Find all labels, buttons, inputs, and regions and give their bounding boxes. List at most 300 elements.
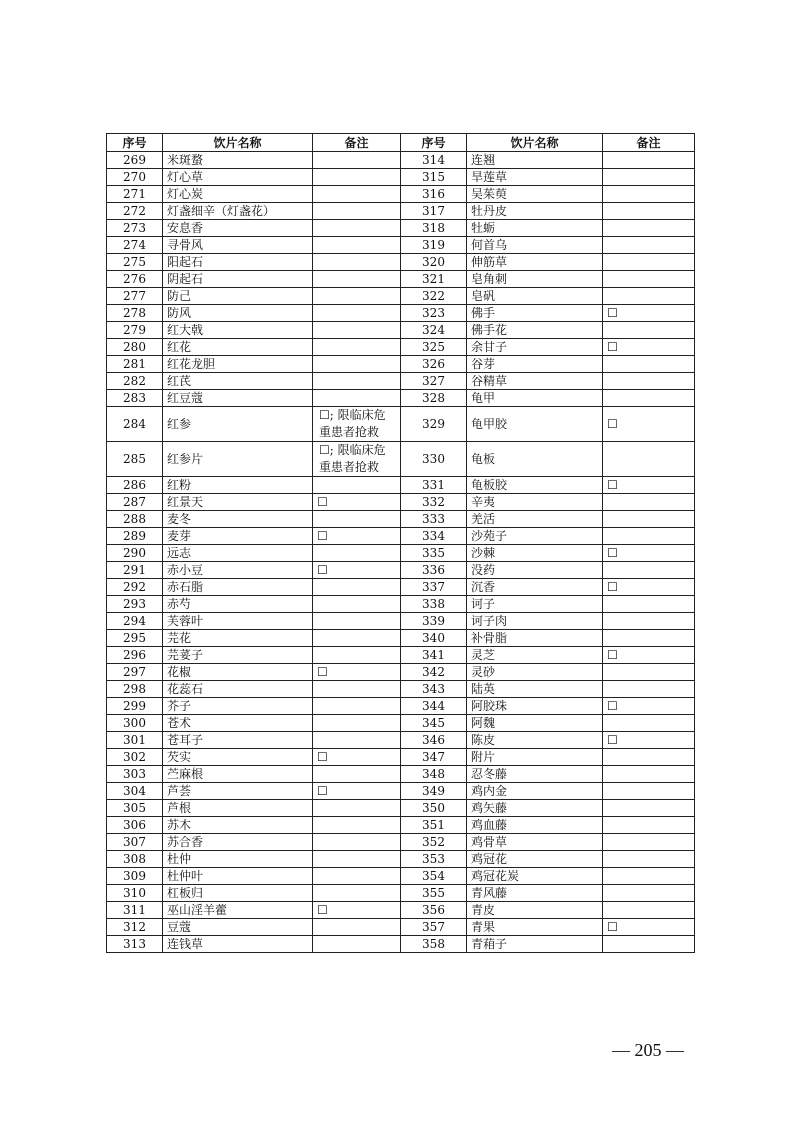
herb-name-cell: 羌活: [467, 511, 603, 528]
seq-cell: 339: [401, 613, 467, 630]
seq-cell: 338: [401, 596, 467, 613]
note-cell: [603, 715, 695, 732]
herb-name-cell: 芦荟: [163, 783, 313, 800]
table-row: [107, 681, 695, 698]
note-cell: [603, 630, 695, 647]
note-cell: ☐: [603, 545, 695, 562]
herb-name-cell: 赤芍: [163, 596, 313, 613]
note-cell: [313, 237, 401, 254]
seq-cell: 285: [107, 442, 163, 477]
table-row: [107, 596, 695, 613]
header-name-right: 饮片名称: [467, 134, 603, 152]
table-row: [107, 647, 695, 664]
herb-name-cell: 佛手: [467, 305, 603, 322]
note-cell: [313, 356, 401, 373]
note-cell: ☐; 限临床危重患者抢救: [313, 407, 401, 442]
herb-name-cell: 附片: [467, 749, 603, 766]
seq-cell: 353: [401, 851, 467, 868]
seq-cell: 296: [107, 647, 163, 664]
note-cell: [313, 647, 401, 664]
herb-name-cell: 牡蛎: [467, 220, 603, 237]
herb-name-cell: 芡实: [163, 749, 313, 766]
herb-name-cell: 余甘子: [467, 339, 603, 356]
herb-name-cell: 皂角刺: [467, 271, 603, 288]
note-cell: ☐: [603, 698, 695, 715]
herb-name-cell: 灵芝: [467, 647, 603, 664]
herb-name-cell: 芦根: [163, 800, 313, 817]
table-row: [107, 817, 695, 834]
herb-name-cell: 鸡冠花: [467, 851, 603, 868]
note-cell: [603, 271, 695, 288]
herb-name-cell: 龟甲胶: [467, 407, 603, 442]
seq-cell: 324: [401, 322, 467, 339]
herb-name-cell: 连翘: [467, 152, 603, 169]
seq-cell: 321: [401, 271, 467, 288]
table-row: [107, 902, 695, 919]
note-cell: ☐: [313, 902, 401, 919]
note-cell: [603, 494, 695, 511]
seq-cell: 294: [107, 613, 163, 630]
herb-name-cell: 阳起石: [163, 254, 313, 271]
table-row: [107, 477, 695, 494]
herb-name-cell: 何首乌: [467, 237, 603, 254]
note-cell: [313, 885, 401, 902]
herb-name-cell: 芫荽子: [163, 647, 313, 664]
herb-name-cell: 伸筋草: [467, 254, 603, 271]
table-row: [107, 169, 695, 186]
herb-name-cell: 防己: [163, 288, 313, 305]
note-cell: [603, 749, 695, 766]
seq-cell: 311: [107, 902, 163, 919]
seq-cell: 328: [401, 390, 467, 407]
header-note-right: 备注: [603, 134, 695, 152]
table-row: [107, 220, 695, 237]
herb-name-cell: 青果: [467, 919, 603, 936]
table-header-row: [107, 134, 695, 152]
note-cell: [603, 664, 695, 681]
note-cell: [603, 596, 695, 613]
table-row: [107, 783, 695, 800]
seq-cell: 337: [401, 579, 467, 596]
note-cell: ☐; 限临床危重患者抢救: [313, 442, 401, 477]
table-row: [107, 579, 695, 596]
herb-name-cell: 鸡矢藤: [467, 800, 603, 817]
herb-name-cell: 灯心草: [163, 169, 313, 186]
herb-name-cell: 花蕊石: [163, 681, 313, 698]
herb-name-cell: 青皮: [467, 902, 603, 919]
table-row: [107, 186, 695, 203]
note-cell: [603, 203, 695, 220]
table-row: [107, 528, 695, 545]
seq-cell: 355: [401, 885, 467, 902]
herb-name-cell: 杠板归: [163, 885, 313, 902]
table-row: [107, 919, 695, 936]
seq-cell: 303: [107, 766, 163, 783]
herbal-pieces-table: [106, 133, 695, 953]
note-cell: ☐: [313, 664, 401, 681]
seq-cell: 310: [107, 885, 163, 902]
seq-cell: 316: [401, 186, 467, 203]
note-cell: [313, 596, 401, 613]
table-row: [107, 339, 695, 356]
herb-name-cell: 红花龙胆: [163, 356, 313, 373]
table-row: [107, 373, 695, 390]
herb-name-cell: 杜仲叶: [163, 868, 313, 885]
herb-name-cell: 没药: [467, 562, 603, 579]
herb-name-cell: 连钱草: [163, 936, 313, 953]
herb-name-cell: 寻骨风: [163, 237, 313, 254]
herb-name-cell: 苍耳子: [163, 732, 313, 749]
note-cell: [313, 868, 401, 885]
note-cell: ☐: [313, 528, 401, 545]
note-cell: [603, 613, 695, 630]
note-cell: ☐: [603, 339, 695, 356]
herb-name-cell: 沙苑子: [467, 528, 603, 545]
note-cell: ☐: [603, 579, 695, 596]
herb-name-cell: 远志: [163, 545, 313, 562]
table-row: [107, 562, 695, 579]
seq-cell: 317: [401, 203, 467, 220]
seq-cell: 319: [401, 237, 467, 254]
herb-name-cell: 沉香: [467, 579, 603, 596]
seq-cell: 278: [107, 305, 163, 322]
header-note-left: 备注: [313, 134, 401, 152]
seq-cell: 348: [401, 766, 467, 783]
table-row: [107, 545, 695, 562]
note-cell: [313, 613, 401, 630]
herb-name-cell: 红粉: [163, 477, 313, 494]
herb-name-cell: 红参: [163, 407, 313, 442]
note-cell: [603, 868, 695, 885]
seq-cell: 326: [401, 356, 467, 373]
seq-cell: 314: [401, 152, 467, 169]
seq-cell: 358: [401, 936, 467, 953]
seq-cell: 301: [107, 732, 163, 749]
seq-cell: 343: [401, 681, 467, 698]
table-row: [107, 390, 695, 407]
note-cell: [313, 630, 401, 647]
seq-cell: 352: [401, 834, 467, 851]
seq-cell: 346: [401, 732, 467, 749]
seq-cell: 298: [107, 681, 163, 698]
seq-cell: 351: [401, 817, 467, 834]
note-cell: [313, 919, 401, 936]
herb-name-cell: 赤石脂: [163, 579, 313, 596]
seq-cell: 356: [401, 902, 467, 919]
seq-cell: 295: [107, 630, 163, 647]
seq-cell: 277: [107, 288, 163, 305]
herb-name-cell: 旱莲草: [467, 169, 603, 186]
seq-cell: 282: [107, 373, 163, 390]
note-cell: ☐: [603, 477, 695, 494]
seq-cell: 305: [107, 800, 163, 817]
note-cell: [313, 698, 401, 715]
note-cell: [603, 800, 695, 817]
seq-cell: 275: [107, 254, 163, 271]
table-row: [107, 442, 695, 477]
herb-name-cell: 麦冬: [163, 511, 313, 528]
note-cell: [603, 681, 695, 698]
herb-name-cell: 鸡内金: [467, 783, 603, 800]
herb-name-cell: 诃子: [467, 596, 603, 613]
table-row: [107, 766, 695, 783]
seq-cell: 287: [107, 494, 163, 511]
seq-cell: 332: [401, 494, 467, 511]
herb-name-cell: 辛夷: [467, 494, 603, 511]
seq-cell: 329: [401, 407, 467, 442]
table-row: [107, 322, 695, 339]
herb-name-cell: 牡丹皮: [467, 203, 603, 220]
herb-name-cell: 红花: [163, 339, 313, 356]
herb-name-cell: 皂矾: [467, 288, 603, 305]
note-cell: [313, 817, 401, 834]
herb-name-cell: 赤小豆: [163, 562, 313, 579]
note-cell: ☐: [313, 783, 401, 800]
herb-name-cell: 红芪: [163, 373, 313, 390]
seq-cell: 307: [107, 834, 163, 851]
seq-cell: 293: [107, 596, 163, 613]
seq-cell: 276: [107, 271, 163, 288]
seq-cell: 320: [401, 254, 467, 271]
note-cell: [603, 528, 695, 545]
note-cell: [313, 152, 401, 169]
note-cell: [313, 373, 401, 390]
table-row: [107, 511, 695, 528]
note-cell: [603, 322, 695, 339]
herb-name-cell: 龟甲: [467, 390, 603, 407]
table-row: [107, 698, 695, 715]
note-cell: [603, 169, 695, 186]
note-cell: [603, 936, 695, 953]
herb-name-cell: 鸡血藤: [467, 817, 603, 834]
table-row: [107, 494, 695, 511]
seq-cell: 289: [107, 528, 163, 545]
note-cell: [603, 851, 695, 868]
herb-name-cell: 麦芽: [163, 528, 313, 545]
note-cell: [603, 766, 695, 783]
herb-name-cell: 安息香: [163, 220, 313, 237]
note-cell: ☐: [603, 919, 695, 936]
note-cell: ☐: [603, 305, 695, 322]
seq-cell: 331: [401, 477, 467, 494]
note-cell: [313, 545, 401, 562]
table-row: [107, 715, 695, 732]
herb-name-cell: 阿魏: [467, 715, 603, 732]
herb-name-cell: 杜仲: [163, 851, 313, 868]
herb-name-cell: 补骨脂: [467, 630, 603, 647]
herb-name-cell: 芫花: [163, 630, 313, 647]
table-body: [107, 152, 695, 953]
note-cell: [603, 186, 695, 203]
table-row: [107, 237, 695, 254]
table-row: [107, 305, 695, 322]
herb-name-cell: 苏木: [163, 817, 313, 834]
note-cell: [603, 442, 695, 477]
herb-name-cell: 红大戟: [163, 322, 313, 339]
header-seq-right: 序号: [401, 134, 467, 152]
herb-name-cell: 鸡骨草: [467, 834, 603, 851]
note-cell: [603, 902, 695, 919]
herb-name-cell: 米斑蝥: [163, 152, 313, 169]
note-cell: [313, 715, 401, 732]
note-cell: [603, 220, 695, 237]
herb-name-cell: 苍术: [163, 715, 313, 732]
note-cell: [313, 220, 401, 237]
seq-cell: 325: [401, 339, 467, 356]
note-cell: [313, 288, 401, 305]
note-cell: [313, 390, 401, 407]
table-row: [107, 613, 695, 630]
table-row: [107, 271, 695, 288]
herb-name-cell: 豆蔻: [163, 919, 313, 936]
note-cell: [603, 356, 695, 373]
seq-cell: 327: [401, 373, 467, 390]
seq-cell: 313: [107, 936, 163, 953]
seq-cell: 309: [107, 868, 163, 885]
note-cell: ☐: [313, 749, 401, 766]
note-cell: [603, 783, 695, 800]
herb-name-cell: 苎麻根: [163, 766, 313, 783]
seq-cell: 334: [401, 528, 467, 545]
note-cell: ☐: [603, 407, 695, 442]
seq-cell: 340: [401, 630, 467, 647]
note-cell: [313, 339, 401, 356]
table-row: [107, 254, 695, 271]
seq-cell: 286: [107, 477, 163, 494]
note-cell: [313, 305, 401, 322]
seq-cell: 299: [107, 698, 163, 715]
herb-name-cell: 红参片: [163, 442, 313, 477]
herb-name-cell: 佛手花: [467, 322, 603, 339]
note-cell: [313, 322, 401, 339]
seq-cell: 333: [401, 511, 467, 528]
table-row: [107, 288, 695, 305]
herb-name-cell: 诃子肉: [467, 613, 603, 630]
note-cell: ☐: [603, 732, 695, 749]
header-name-left: 饮片名称: [163, 134, 313, 152]
herb-name-cell: 鸡冠花炭: [467, 868, 603, 885]
seq-cell: 300: [107, 715, 163, 732]
seq-cell: 291: [107, 562, 163, 579]
note-cell: [313, 766, 401, 783]
seq-cell: 336: [401, 562, 467, 579]
note-cell: [313, 186, 401, 203]
seq-cell: 279: [107, 322, 163, 339]
seq-cell: 274: [107, 237, 163, 254]
seq-cell: 335: [401, 545, 467, 562]
note-cell: [603, 373, 695, 390]
herb-name-cell: 苏合香: [163, 834, 313, 851]
seq-cell: 302: [107, 749, 163, 766]
note-cell: ☐: [313, 494, 401, 511]
seq-cell: 290: [107, 545, 163, 562]
seq-cell: 354: [401, 868, 467, 885]
note-cell: [603, 562, 695, 579]
herb-name-cell: 红豆蔻: [163, 390, 313, 407]
herb-name-cell: 谷芽: [467, 356, 603, 373]
note-cell: [313, 681, 401, 698]
herb-name-cell: 灵砂: [467, 664, 603, 681]
seq-cell: 280: [107, 339, 163, 356]
table-row: [107, 851, 695, 868]
note-cell: [313, 732, 401, 749]
note-cell: [603, 817, 695, 834]
note-cell: [313, 203, 401, 220]
seq-cell: 330: [401, 442, 467, 477]
herb-name-cell: 红景天: [163, 494, 313, 511]
seq-cell: 322: [401, 288, 467, 305]
seq-cell: 306: [107, 817, 163, 834]
seq-cell: 345: [401, 715, 467, 732]
seq-cell: 284: [107, 407, 163, 442]
note-cell: [313, 271, 401, 288]
herb-name-cell: 巫山淫羊藿: [163, 902, 313, 919]
table-row: [107, 203, 695, 220]
herb-name-cell: 芥子: [163, 698, 313, 715]
page-number: — 205 —: [612, 1040, 684, 1060]
note-cell: [603, 885, 695, 902]
table-row: [107, 936, 695, 953]
note-cell: [313, 851, 401, 868]
note-cell: [603, 834, 695, 851]
seq-cell: 271: [107, 186, 163, 203]
seq-cell: 344: [401, 698, 467, 715]
herb-name-cell: 灯心炭: [163, 186, 313, 203]
table-row: [107, 630, 695, 647]
table-row: [107, 834, 695, 851]
seq-cell: 323: [401, 305, 467, 322]
note-cell: [603, 390, 695, 407]
herb-name-cell: 龟板: [467, 442, 603, 477]
herb-name-cell: 龟板胶: [467, 477, 603, 494]
note-cell: [603, 237, 695, 254]
table-row: [107, 885, 695, 902]
seq-cell: 342: [401, 664, 467, 681]
herb-name-cell: 陆英: [467, 681, 603, 698]
herb-name-cell: 吴茱萸: [467, 186, 603, 203]
table-row: [107, 868, 695, 885]
seq-cell: 297: [107, 664, 163, 681]
seq-cell: 283: [107, 390, 163, 407]
note-cell: [313, 169, 401, 186]
note-cell: [603, 288, 695, 305]
seq-cell: 281: [107, 356, 163, 373]
note-cell: [313, 936, 401, 953]
seq-cell: 308: [107, 851, 163, 868]
note-cell: ☐: [313, 562, 401, 579]
table-row: [107, 407, 695, 442]
seq-cell: 350: [401, 800, 467, 817]
seq-cell: 341: [401, 647, 467, 664]
seq-cell: 269: [107, 152, 163, 169]
herb-name-cell: 青风藤: [467, 885, 603, 902]
seq-cell: 347: [401, 749, 467, 766]
seq-cell: 273: [107, 220, 163, 237]
seq-cell: 270: [107, 169, 163, 186]
herb-name-cell: 芙蓉叶: [163, 613, 313, 630]
herb-name-cell: 阿胶珠: [467, 698, 603, 715]
seq-cell: 304: [107, 783, 163, 800]
note-cell: [603, 152, 695, 169]
table-row: [107, 732, 695, 749]
herb-name-cell: 防风: [163, 305, 313, 322]
herb-name-cell: 阴起石: [163, 271, 313, 288]
note-cell: [313, 800, 401, 817]
seq-cell: 288: [107, 511, 163, 528]
note-cell: [313, 511, 401, 528]
seq-cell: 292: [107, 579, 163, 596]
seq-cell: 318: [401, 220, 467, 237]
